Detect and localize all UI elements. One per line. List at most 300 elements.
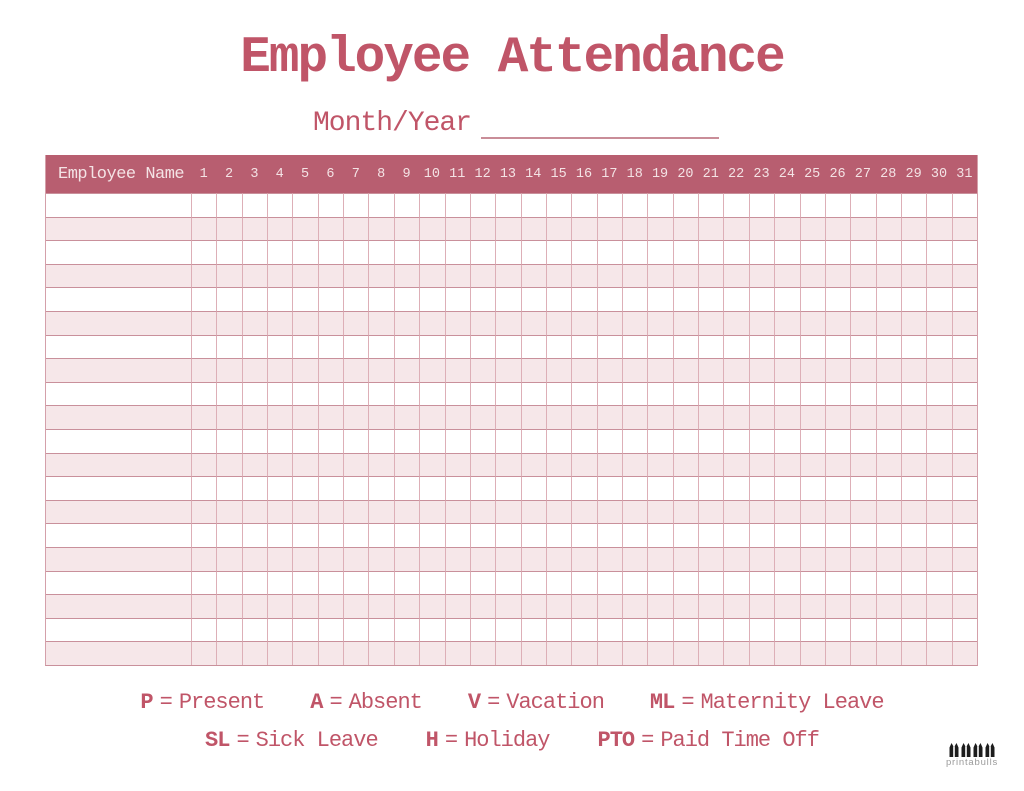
attendance-cell-day-6[interactable]	[318, 405, 343, 429]
attendance-cell-day-10[interactable]	[419, 193, 444, 217]
attendance-cell-day-4[interactable]	[267, 264, 292, 288]
attendance-cell-day-13[interactable]	[495, 523, 520, 547]
attendance-cell-day-19[interactable]	[647, 405, 672, 429]
attendance-cell-day-29[interactable]	[901, 358, 926, 382]
attendance-cell-day-16[interactable]	[571, 240, 596, 264]
attendance-cell-day-26[interactable]	[825, 287, 850, 311]
attendance-cell-day-12[interactable]	[470, 382, 495, 406]
attendance-cell-day-1[interactable]	[191, 547, 216, 571]
attendance-cell-day-3[interactable]	[242, 405, 267, 429]
attendance-cell-day-15[interactable]	[546, 193, 571, 217]
attendance-cell-day-9[interactable]	[394, 264, 419, 288]
attendance-cell-day-3[interactable]	[242, 523, 267, 547]
attendance-cell-day-31[interactable]	[952, 429, 977, 453]
attendance-cell-day-11[interactable]	[445, 476, 470, 500]
attendance-cell-day-2[interactable]	[216, 594, 241, 618]
attendance-cell-day-28[interactable]	[876, 382, 901, 406]
attendance-cell-day-2[interactable]	[216, 311, 241, 335]
attendance-cell-day-8[interactable]	[368, 453, 393, 477]
attendance-cell-day-10[interactable]	[419, 476, 444, 500]
attendance-cell-day-27[interactable]	[850, 240, 875, 264]
attendance-cell-day-26[interactable]	[825, 641, 850, 665]
attendance-cell-day-28[interactable]	[876, 523, 901, 547]
attendance-cell-day-11[interactable]	[445, 571, 470, 595]
attendance-cell-day-18[interactable]	[622, 240, 647, 264]
attendance-cell-day-23[interactable]	[749, 405, 774, 429]
attendance-cell-day-21[interactable]	[698, 453, 723, 477]
attendance-cell-day-15[interactable]	[546, 547, 571, 571]
attendance-cell-day-20[interactable]	[673, 311, 698, 335]
attendance-cell-day-21[interactable]	[698, 405, 723, 429]
attendance-cell-day-6[interactable]	[318, 571, 343, 595]
attendance-cell-day-23[interactable]	[749, 547, 774, 571]
attendance-cell-day-4[interactable]	[267, 217, 292, 241]
attendance-cell-day-13[interactable]	[495, 594, 520, 618]
attendance-cell-day-25[interactable]	[800, 405, 825, 429]
attendance-cell-day-12[interactable]	[470, 500, 495, 524]
attendance-cell-day-7[interactable]	[343, 476, 368, 500]
attendance-cell-day-27[interactable]	[850, 193, 875, 217]
attendance-cell-day-16[interactable]	[571, 453, 596, 477]
attendance-cell-day-18[interactable]	[622, 382, 647, 406]
attendance-cell-day-31[interactable]	[952, 476, 977, 500]
attendance-cell-day-23[interactable]	[749, 523, 774, 547]
attendance-cell-day-6[interactable]	[318, 287, 343, 311]
attendance-cell-day-25[interactable]	[800, 429, 825, 453]
attendance-cell-day-30[interactable]	[926, 335, 951, 359]
attendance-cell-day-27[interactable]	[850, 311, 875, 335]
attendance-cell-day-1[interactable]	[191, 311, 216, 335]
attendance-cell-day-23[interactable]	[749, 358, 774, 382]
attendance-cell-day-8[interactable]	[368, 594, 393, 618]
attendance-cell-day-20[interactable]	[673, 547, 698, 571]
attendance-cell-day-5[interactable]	[292, 594, 317, 618]
attendance-cell-day-6[interactable]	[318, 453, 343, 477]
attendance-cell-day-26[interactable]	[825, 453, 850, 477]
attendance-cell-day-18[interactable]	[622, 500, 647, 524]
attendance-cell-day-19[interactable]	[647, 547, 672, 571]
attendance-cell-day-23[interactable]	[749, 287, 774, 311]
attendance-cell-day-22[interactable]	[723, 594, 748, 618]
attendance-cell-day-7[interactable]	[343, 217, 368, 241]
attendance-cell-day-7[interactable]	[343, 547, 368, 571]
attendance-cell-day-13[interactable]	[495, 641, 520, 665]
attendance-cell-day-29[interactable]	[901, 382, 926, 406]
attendance-cell-day-3[interactable]	[242, 382, 267, 406]
attendance-cell-day-20[interactable]	[673, 193, 698, 217]
attendance-cell-day-28[interactable]	[876, 264, 901, 288]
attendance-cell-day-16[interactable]	[571, 287, 596, 311]
attendance-cell-day-4[interactable]	[267, 193, 292, 217]
attendance-cell-day-27[interactable]	[850, 523, 875, 547]
attendance-cell-day-19[interactable]	[647, 240, 672, 264]
attendance-cell-day-15[interactable]	[546, 618, 571, 642]
attendance-cell-day-7[interactable]	[343, 523, 368, 547]
attendance-cell-day-12[interactable]	[470, 641, 495, 665]
attendance-cell-day-25[interactable]	[800, 523, 825, 547]
attendance-cell-day-13[interactable]	[495, 335, 520, 359]
attendance-cell-day-30[interactable]	[926, 618, 951, 642]
attendance-cell-day-24[interactable]	[774, 193, 799, 217]
attendance-cell-day-3[interactable]	[242, 476, 267, 500]
attendance-cell-day-8[interactable]	[368, 500, 393, 524]
attendance-cell-day-16[interactable]	[571, 523, 596, 547]
attendance-cell-day-29[interactable]	[901, 476, 926, 500]
attendance-cell-day-25[interactable]	[800, 287, 825, 311]
attendance-cell-day-11[interactable]	[445, 382, 470, 406]
attendance-cell-day-10[interactable]	[419, 335, 444, 359]
attendance-cell-day-28[interactable]	[876, 358, 901, 382]
attendance-cell-day-27[interactable]	[850, 476, 875, 500]
attendance-cell-day-10[interactable]	[419, 382, 444, 406]
attendance-cell-day-29[interactable]	[901, 547, 926, 571]
attendance-cell-day-19[interactable]	[647, 571, 672, 595]
attendance-cell-day-14[interactable]	[521, 335, 546, 359]
attendance-cell-day-10[interactable]	[419, 240, 444, 264]
attendance-cell-day-30[interactable]	[926, 594, 951, 618]
attendance-cell-day-20[interactable]	[673, 240, 698, 264]
attendance-cell-day-17[interactable]	[597, 453, 622, 477]
attendance-cell-day-23[interactable]	[749, 240, 774, 264]
attendance-cell-day-23[interactable]	[749, 217, 774, 241]
attendance-cell-day-15[interactable]	[546, 264, 571, 288]
attendance-cell-day-13[interactable]	[495, 382, 520, 406]
attendance-cell-day-14[interactable]	[521, 594, 546, 618]
attendance-cell-day-29[interactable]	[901, 335, 926, 359]
attendance-cell-day-10[interactable]	[419, 453, 444, 477]
attendance-cell-day-24[interactable]	[774, 311, 799, 335]
attendance-cell-day-11[interactable]	[445, 405, 470, 429]
attendance-cell-day-23[interactable]	[749, 193, 774, 217]
attendance-cell-day-5[interactable]	[292, 547, 317, 571]
attendance-cell-day-11[interactable]	[445, 641, 470, 665]
attendance-cell-day-6[interactable]	[318, 429, 343, 453]
attendance-cell-day-27[interactable]	[850, 217, 875, 241]
attendance-cell-day-19[interactable]	[647, 618, 672, 642]
attendance-cell-day-24[interactable]	[774, 382, 799, 406]
attendance-cell-day-5[interactable]	[292, 382, 317, 406]
attendance-cell-day-24[interactable]	[774, 571, 799, 595]
attendance-cell-day-13[interactable]	[495, 500, 520, 524]
attendance-cell-day-11[interactable]	[445, 335, 470, 359]
attendance-cell-day-19[interactable]	[647, 335, 672, 359]
attendance-cell-day-17[interactable]	[597, 523, 622, 547]
employee-name-cell[interactable]	[46, 311, 191, 335]
attendance-cell-day-15[interactable]	[546, 217, 571, 241]
attendance-cell-day-2[interactable]	[216, 523, 241, 547]
attendance-cell-day-16[interactable]	[571, 429, 596, 453]
attendance-cell-day-26[interactable]	[825, 382, 850, 406]
attendance-cell-day-25[interactable]	[800, 618, 825, 642]
attendance-cell-day-24[interactable]	[774, 287, 799, 311]
attendance-cell-day-30[interactable]	[926, 571, 951, 595]
attendance-cell-day-21[interactable]	[698, 335, 723, 359]
attendance-cell-day-2[interactable]	[216, 500, 241, 524]
attendance-cell-day-9[interactable]	[394, 523, 419, 547]
attendance-cell-day-5[interactable]	[292, 240, 317, 264]
attendance-cell-day-24[interactable]	[774, 264, 799, 288]
employee-name-cell[interactable]	[46, 618, 191, 642]
attendance-cell-day-23[interactable]	[749, 571, 774, 595]
attendance-cell-day-10[interactable]	[419, 217, 444, 241]
employee-name-cell[interactable]	[46, 240, 191, 264]
attendance-cell-day-22[interactable]	[723, 287, 748, 311]
attendance-cell-day-12[interactable]	[470, 287, 495, 311]
attendance-cell-day-14[interactable]	[521, 193, 546, 217]
attendance-cell-day-30[interactable]	[926, 193, 951, 217]
attendance-cell-day-29[interactable]	[901, 311, 926, 335]
attendance-cell-day-27[interactable]	[850, 429, 875, 453]
employee-name-cell[interactable]	[46, 476, 191, 500]
attendance-cell-day-17[interactable]	[597, 594, 622, 618]
attendance-cell-day-19[interactable]	[647, 500, 672, 524]
attendance-cell-day-16[interactable]	[571, 335, 596, 359]
attendance-cell-day-21[interactable]	[698, 618, 723, 642]
attendance-cell-day-18[interactable]	[622, 594, 647, 618]
attendance-cell-day-30[interactable]	[926, 405, 951, 429]
attendance-cell-day-23[interactable]	[749, 382, 774, 406]
attendance-cell-day-5[interactable]	[292, 405, 317, 429]
attendance-cell-day-8[interactable]	[368, 193, 393, 217]
attendance-cell-day-15[interactable]	[546, 571, 571, 595]
attendance-cell-day-30[interactable]	[926, 287, 951, 311]
attendance-cell-day-20[interactable]	[673, 405, 698, 429]
attendance-cell-day-6[interactable]	[318, 382, 343, 406]
attendance-cell-day-17[interactable]	[597, 193, 622, 217]
attendance-cell-day-3[interactable]	[242, 618, 267, 642]
attendance-cell-day-28[interactable]	[876, 405, 901, 429]
attendance-cell-day-21[interactable]	[698, 311, 723, 335]
attendance-cell-day-12[interactable]	[470, 193, 495, 217]
attendance-cell-day-12[interactable]	[470, 571, 495, 595]
attendance-cell-day-4[interactable]	[267, 382, 292, 406]
attendance-cell-day-26[interactable]	[825, 571, 850, 595]
attendance-cell-day-21[interactable]	[698, 594, 723, 618]
attendance-cell-day-8[interactable]	[368, 405, 393, 429]
attendance-cell-day-28[interactable]	[876, 193, 901, 217]
attendance-cell-day-11[interactable]	[445, 240, 470, 264]
attendance-cell-day-5[interactable]	[292, 641, 317, 665]
attendance-cell-day-18[interactable]	[622, 641, 647, 665]
attendance-cell-day-31[interactable]	[952, 264, 977, 288]
attendance-cell-day-13[interactable]	[495, 547, 520, 571]
attendance-cell-day-1[interactable]	[191, 476, 216, 500]
attendance-cell-day-4[interactable]	[267, 311, 292, 335]
attendance-cell-day-30[interactable]	[926, 382, 951, 406]
attendance-cell-day-25[interactable]	[800, 500, 825, 524]
attendance-cell-day-15[interactable]	[546, 429, 571, 453]
attendance-cell-day-10[interactable]	[419, 641, 444, 665]
attendance-cell-day-16[interactable]	[571, 382, 596, 406]
attendance-cell-day-9[interactable]	[394, 358, 419, 382]
attendance-cell-day-20[interactable]	[673, 476, 698, 500]
attendance-cell-day-9[interactable]	[394, 193, 419, 217]
attendance-cell-day-8[interactable]	[368, 358, 393, 382]
attendance-cell-day-12[interactable]	[470, 264, 495, 288]
attendance-cell-day-24[interactable]	[774, 429, 799, 453]
attendance-cell-day-17[interactable]	[597, 618, 622, 642]
attendance-cell-day-16[interactable]	[571, 358, 596, 382]
attendance-cell-day-1[interactable]	[191, 335, 216, 359]
attendance-cell-day-4[interactable]	[267, 405, 292, 429]
attendance-cell-day-12[interactable]	[470, 217, 495, 241]
attendance-cell-day-11[interactable]	[445, 287, 470, 311]
attendance-cell-day-29[interactable]	[901, 193, 926, 217]
attendance-cell-day-2[interactable]	[216, 618, 241, 642]
attendance-cell-day-3[interactable]	[242, 287, 267, 311]
attendance-cell-day-10[interactable]	[419, 571, 444, 595]
attendance-cell-day-25[interactable]	[800, 240, 825, 264]
attendance-cell-day-9[interactable]	[394, 547, 419, 571]
attendance-cell-day-22[interactable]	[723, 453, 748, 477]
attendance-cell-day-22[interactable]	[723, 311, 748, 335]
attendance-cell-day-15[interactable]	[546, 476, 571, 500]
attendance-cell-day-2[interactable]	[216, 547, 241, 571]
attendance-cell-day-6[interactable]	[318, 476, 343, 500]
employee-name-cell[interactable]	[46, 287, 191, 311]
attendance-cell-day-12[interactable]	[470, 618, 495, 642]
attendance-cell-day-20[interactable]	[673, 382, 698, 406]
attendance-cell-day-17[interactable]	[597, 405, 622, 429]
attendance-cell-day-31[interactable]	[952, 594, 977, 618]
attendance-cell-day-9[interactable]	[394, 240, 419, 264]
attendance-cell-day-19[interactable]	[647, 453, 672, 477]
attendance-cell-day-7[interactable]	[343, 193, 368, 217]
attendance-cell-day-4[interactable]	[267, 594, 292, 618]
attendance-cell-day-16[interactable]	[571, 264, 596, 288]
attendance-cell-day-4[interactable]	[267, 641, 292, 665]
attendance-cell-day-10[interactable]	[419, 264, 444, 288]
attendance-cell-day-24[interactable]	[774, 240, 799, 264]
attendance-cell-day-10[interactable]	[419, 358, 444, 382]
attendance-cell-day-27[interactable]	[850, 500, 875, 524]
attendance-cell-day-18[interactable]	[622, 523, 647, 547]
attendance-cell-day-28[interactable]	[876, 287, 901, 311]
attendance-cell-day-1[interactable]	[191, 287, 216, 311]
attendance-cell-day-18[interactable]	[622, 571, 647, 595]
attendance-cell-day-9[interactable]	[394, 382, 419, 406]
attendance-cell-day-8[interactable]	[368, 335, 393, 359]
employee-name-cell[interactable]	[46, 335, 191, 359]
attendance-cell-day-14[interactable]	[521, 287, 546, 311]
attendance-cell-day-18[interactable]	[622, 453, 647, 477]
attendance-cell-day-2[interactable]	[216, 217, 241, 241]
attendance-cell-day-27[interactable]	[850, 618, 875, 642]
attendance-cell-day-24[interactable]	[774, 500, 799, 524]
attendance-cell-day-25[interactable]	[800, 193, 825, 217]
attendance-cell-day-8[interactable]	[368, 618, 393, 642]
attendance-cell-day-3[interactable]	[242, 429, 267, 453]
attendance-cell-day-17[interactable]	[597, 547, 622, 571]
attendance-cell-day-14[interactable]	[521, 547, 546, 571]
attendance-cell-day-5[interactable]	[292, 476, 317, 500]
employee-name-cell[interactable]	[46, 217, 191, 241]
attendance-cell-day-25[interactable]	[800, 335, 825, 359]
attendance-cell-day-15[interactable]	[546, 641, 571, 665]
attendance-cell-day-17[interactable]	[597, 311, 622, 335]
attendance-cell-day-5[interactable]	[292, 618, 317, 642]
attendance-cell-day-17[interactable]	[597, 500, 622, 524]
attendance-cell-day-2[interactable]	[216, 193, 241, 217]
attendance-cell-day-28[interactable]	[876, 476, 901, 500]
attendance-cell-day-26[interactable]	[825, 217, 850, 241]
attendance-cell-day-3[interactable]	[242, 217, 267, 241]
attendance-cell-day-31[interactable]	[952, 287, 977, 311]
attendance-cell-day-23[interactable]	[749, 429, 774, 453]
attendance-cell-day-20[interactable]	[673, 335, 698, 359]
attendance-cell-day-31[interactable]	[952, 240, 977, 264]
attendance-cell-day-8[interactable]	[368, 641, 393, 665]
attendance-cell-day-11[interactable]	[445, 453, 470, 477]
attendance-cell-day-5[interactable]	[292, 193, 317, 217]
attendance-cell-day-27[interactable]	[850, 571, 875, 595]
attendance-cell-day-1[interactable]	[191, 405, 216, 429]
attendance-cell-day-17[interactable]	[597, 358, 622, 382]
attendance-cell-day-14[interactable]	[521, 618, 546, 642]
attendance-cell-day-8[interactable]	[368, 240, 393, 264]
attendance-cell-day-21[interactable]	[698, 500, 723, 524]
attendance-cell-day-15[interactable]	[546, 594, 571, 618]
attendance-cell-day-28[interactable]	[876, 240, 901, 264]
attendance-cell-day-17[interactable]	[597, 264, 622, 288]
attendance-cell-day-8[interactable]	[368, 217, 393, 241]
attendance-cell-day-30[interactable]	[926, 523, 951, 547]
attendance-cell-day-19[interactable]	[647, 594, 672, 618]
attendance-cell-day-23[interactable]	[749, 311, 774, 335]
attendance-cell-day-18[interactable]	[622, 405, 647, 429]
attendance-cell-day-12[interactable]	[470, 429, 495, 453]
attendance-cell-day-23[interactable]	[749, 453, 774, 477]
attendance-cell-day-9[interactable]	[394, 453, 419, 477]
attendance-cell-day-10[interactable]	[419, 618, 444, 642]
attendance-cell-day-19[interactable]	[647, 193, 672, 217]
attendance-cell-day-21[interactable]	[698, 264, 723, 288]
attendance-cell-day-1[interactable]	[191, 641, 216, 665]
attendance-cell-day-17[interactable]	[597, 641, 622, 665]
attendance-cell-day-22[interactable]	[723, 618, 748, 642]
attendance-cell-day-16[interactable]	[571, 571, 596, 595]
attendance-cell-day-15[interactable]	[546, 335, 571, 359]
attendance-cell-day-20[interactable]	[673, 429, 698, 453]
attendance-cell-day-12[interactable]	[470, 547, 495, 571]
attendance-cell-day-5[interactable]	[292, 453, 317, 477]
attendance-cell-day-29[interactable]	[901, 618, 926, 642]
attendance-cell-day-31[interactable]	[952, 523, 977, 547]
attendance-cell-day-21[interactable]	[698, 523, 723, 547]
attendance-cell-day-27[interactable]	[850, 547, 875, 571]
attendance-cell-day-25[interactable]	[800, 594, 825, 618]
attendance-cell-day-25[interactable]	[800, 311, 825, 335]
attendance-cell-day-4[interactable]	[267, 429, 292, 453]
attendance-cell-day-7[interactable]	[343, 382, 368, 406]
attendance-cell-day-29[interactable]	[901, 523, 926, 547]
attendance-cell-day-4[interactable]	[267, 476, 292, 500]
attendance-cell-day-29[interactable]	[901, 240, 926, 264]
attendance-cell-day-14[interactable]	[521, 240, 546, 264]
attendance-cell-day-11[interactable]	[445, 618, 470, 642]
attendance-cell-day-10[interactable]	[419, 523, 444, 547]
attendance-cell-day-11[interactable]	[445, 217, 470, 241]
attendance-cell-day-5[interactable]	[292, 500, 317, 524]
attendance-cell-day-18[interactable]	[622, 618, 647, 642]
attendance-cell-day-31[interactable]	[952, 453, 977, 477]
attendance-cell-day-25[interactable]	[800, 641, 825, 665]
attendance-cell-day-3[interactable]	[242, 547, 267, 571]
attendance-cell-day-7[interactable]	[343, 571, 368, 595]
attendance-cell-day-3[interactable]	[242, 240, 267, 264]
attendance-cell-day-27[interactable]	[850, 264, 875, 288]
attendance-cell-day-22[interactable]	[723, 500, 748, 524]
